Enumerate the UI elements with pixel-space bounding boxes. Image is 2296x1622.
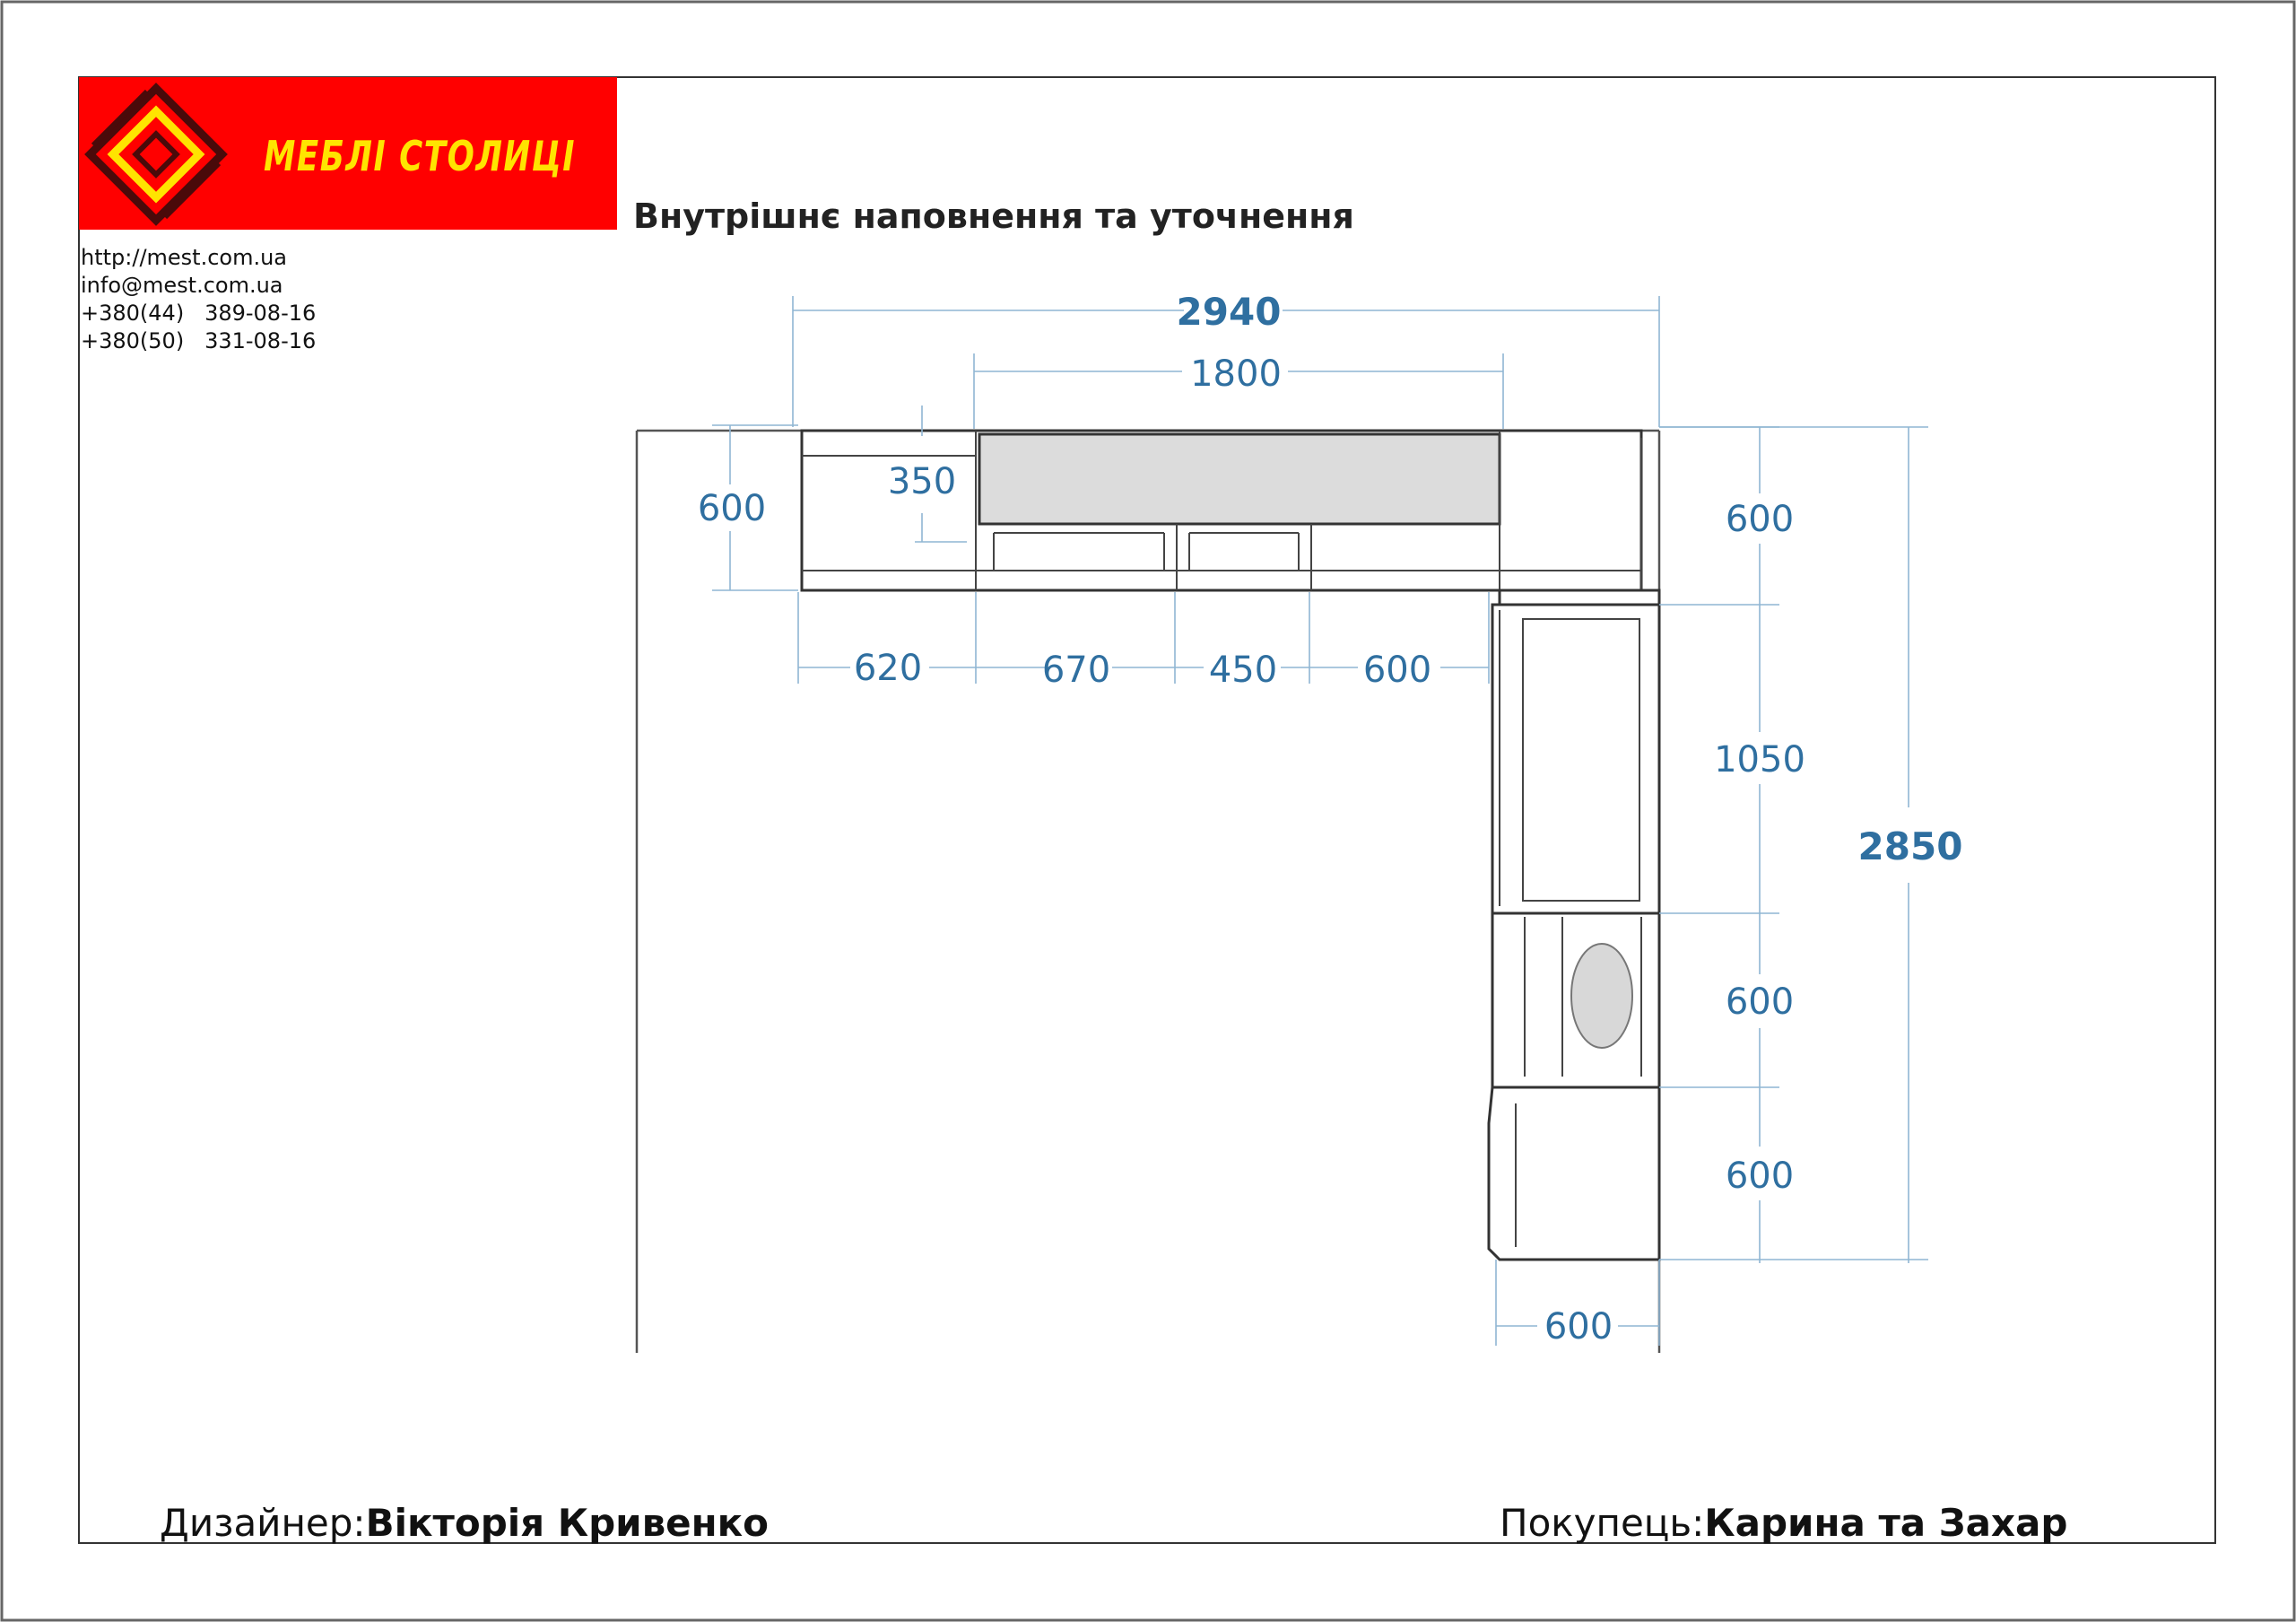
- sink-bowl-icon: [1571, 944, 1632, 1048]
- contact-website[interactable]: http://mest.com.ua: [81, 245, 288, 270]
- contact-phone-1: +380(44) 389-08-16: [81, 301, 317, 326]
- dim-bottom-segment-2: 670: [1041, 650, 1111, 691]
- dim-right-segment-1: 600: [1725, 499, 1795, 540]
- logo-wordmark: МЕБЛІ СТОЛИЦІ: [264, 132, 576, 180]
- dim-right-segment-4: 600: [1725, 1155, 1795, 1197]
- customer-name: Карина та Захар: [1704, 1501, 2068, 1545]
- contact-email[interactable]: info@mest.com.ua: [81, 273, 283, 298]
- customer-label: Покупець:: [1500, 1501, 1705, 1545]
- open-shelf-cabinet: [979, 434, 1500, 524]
- dim-shelf-height: 350: [887, 461, 957, 502]
- dim-right-segment-3: 600: [1725, 981, 1795, 1023]
- outer-border: [2, 2, 2294, 1620]
- dim-bottom-segment-4: 600: [1362, 650, 1432, 691]
- contact-phone-2: +380(50) 331-08-16: [81, 328, 317, 353]
- dim-total-width: 2940: [1176, 290, 1282, 334]
- dim-bottom-segment-3: 450: [1208, 650, 1278, 691]
- customer-credit: [1500, 1501, 2067, 1545]
- dim-right-depth: 600: [1544, 1306, 1613, 1347]
- designer-credit: [160, 1501, 769, 1545]
- upper-cabinet-run: [802, 431, 1641, 590]
- dim-total-height: 2850: [1857, 824, 1963, 868]
- inner-frame: [79, 77, 2215, 1543]
- dim-right-segment-2: 1050: [1714, 739, 1805, 780]
- dim-bottom-segment-1: 620: [853, 648, 923, 689]
- dim-upper-width: 1800: [1190, 353, 1282, 395]
- company-logo: [79, 77, 617, 230]
- right-cabinet-column: [1489, 590, 1659, 1260]
- designer-label: Дизайнер:: [160, 1501, 366, 1545]
- dim-upper-depth-left: 600: [697, 488, 767, 529]
- drawing-title: Внутрішнє наповнення та уточнення: [633, 196, 1354, 236]
- designer-name: Вікторія Кривенко: [365, 1501, 770, 1545]
